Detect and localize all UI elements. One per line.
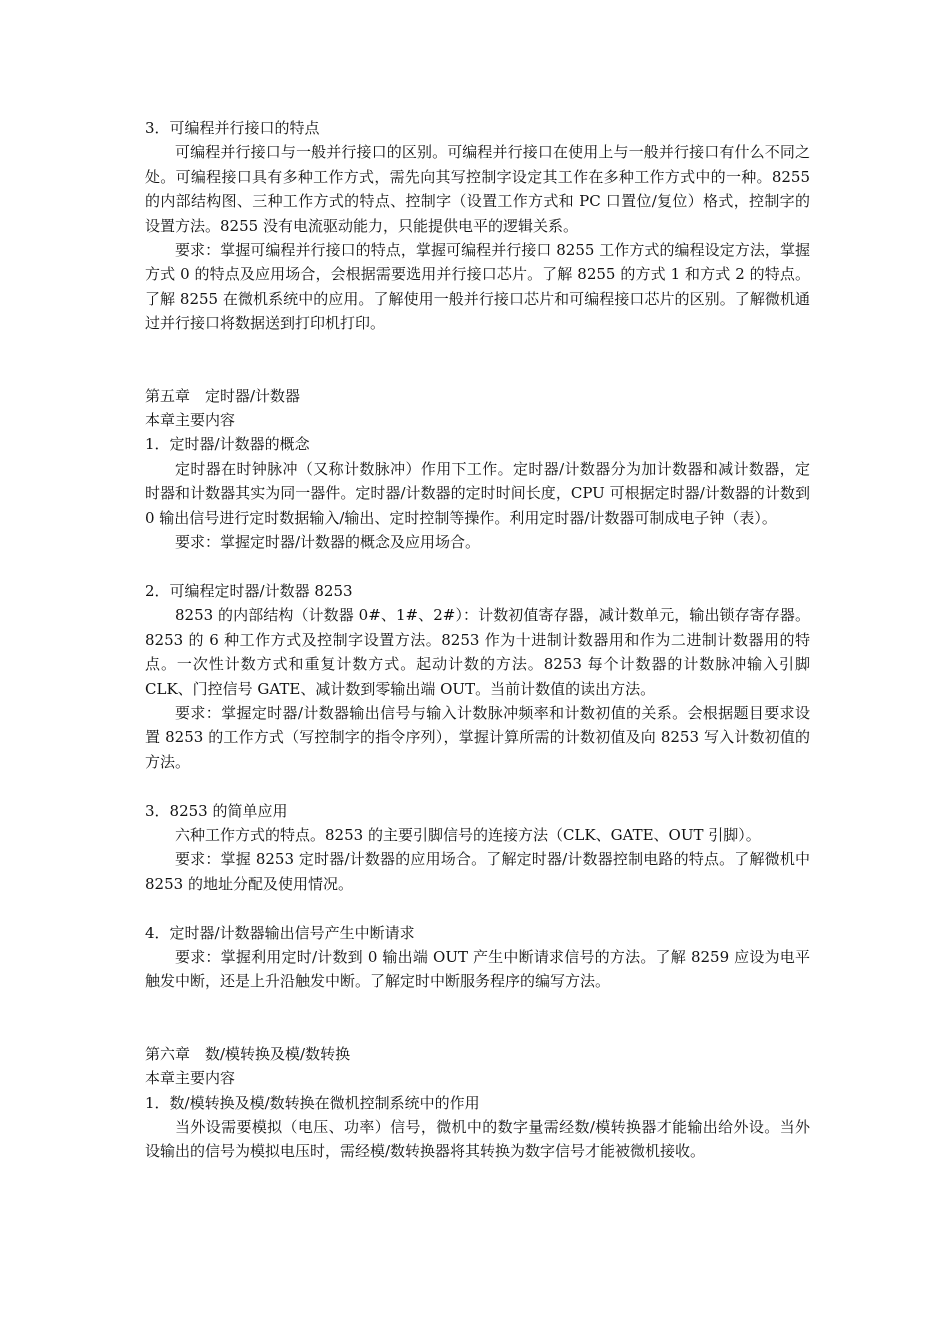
chapter-title: 第六章 数/模转换及模/数转换 — [145, 1044, 351, 1063]
chapter-subtitle: 本章主要内容 — [145, 1069, 236, 1088]
chapter-title: 第五章 定时器/计数器 — [145, 386, 301, 405]
paragraph: 要求：掌握利用定时/计数到 0 输出端 OUT 产生中断请求信号的方法。了解 8259 应设为电平触发中断，还是上升沿触发中断。了解定时中断服务程序的编写方法。 — [145, 947, 810, 991]
section-heading: 1．定时器/计数器的概念 — [145, 435, 310, 454]
paragraph: 定时器在时钟脉冲（又称计数脉冲）作用下工作。定时器/计数器分为加计数器和减计数器，定时器和计数器其实为同一器件。定时器/计数器的定时时间长度，CPU 可根据定时器/计数器的计数到 0 输出信号进行定时数据输入/输出、定时控制等操作。利用定时器/计数器可制成电子钟（表）。 — [145, 459, 810, 527]
spacer — [145, 555, 810, 579]
spacer — [145, 994, 810, 1042]
paragraph: 要求：掌握可编程并行接口的特点，掌握可编程并行接口 8255 工作方式的编程设定方法，掌握方式 0 的特点及应用场合，会根据需要选用并行接口芯片。了解 8255 的方式 1 和方式 2 的特点。了解 8255 在微机系统中的应用。了解使用一般并行接口芯片和可编程接口芯片的区别。了解微机通过并行接口将数据送到打印机打印。 — [145, 241, 810, 333]
paragraph: 可编程并行接口与一般并行接口的区别。可编程并行接口在使用上与一般并行接口有什么不同之处。可编程接口具有多种工作方式，需先向其写控制字设定其工作在多种工作方式中的一种。8255 的内部结构图、三种工作方式的特点、控制字（设置工作方式和 PC 口置位/复位）格式，控制字的设置方法。8255 没有电流驱动能力，只能提供电平的逻辑关系。 — [145, 143, 810, 235]
paragraph: 要求：掌握定时器/计数器输出信号与输入计数脉冲频率和计数初值的关系。会根据题目要求设置 8253 的工作方式（写控制字的指令序列），掌握计算所需的计数初值及向 8253 写入计数初值的方法。 — [145, 703, 810, 771]
paragraph: 8253 的内部结构（计数器 0#、1#、2#）：计数初值寄存器，减计数单元，输出锁存寄存器。8253 的 6 种工作方式及控制字设置方法。8253 作为十进制计数器用和作为二进制计数器用的特点。一次性计数方式和重复计数方式。起动计数的方法。8253 每个计数器的计数脉冲输入引脚 CLK、门控信号 GATE、减计数到零输出端 OUT。当前计数值的读出方法。 — [145, 606, 810, 698]
chapter-subtitle: 本章主要内容 — [145, 411, 236, 430]
paragraph: 六种工作方式的特点。8253 的主要引脚信号的连接方法（CLK、GATE、OUT 引脚）。 — [175, 825, 761, 844]
paragraph: 要求：掌握 8253 定时器/计数器的应用场合。了解定时器/计数器控制电路的特点。了解微机中 8253 的地址分配及使用情况。 — [145, 850, 810, 893]
section-heading: 3．8253 的简单应用 — [145, 801, 288, 820]
section-heading: 1．数/模转换及模/数转换在微机控制系统中的作用 — [145, 1093, 480, 1112]
spacer — [145, 774, 810, 798]
paragraph: 要求：掌握定时器/计数器的概念及应用场合。 — [175, 533, 481, 552]
section-heading: 4．定时器/计数器输出信号产生中断请求 — [145, 923, 415, 942]
section-heading: 3．可编程并行接口的特点 — [145, 119, 320, 137]
spacer — [145, 336, 810, 384]
paragraph: 当外设需要模拟（电压、功率）信号，微机中的数字量需经数/模转换器才能输出给外设。当外设输出的信号为模拟电压时，需经模/数转换器将其转换为数字信号才能被微机接收。 — [145, 1117, 810, 1161]
section-heading: 2．可编程定时器/计数器 8253 — [145, 581, 353, 600]
document-body — [145, 116, 810, 1164]
spacer — [145, 896, 810, 920]
